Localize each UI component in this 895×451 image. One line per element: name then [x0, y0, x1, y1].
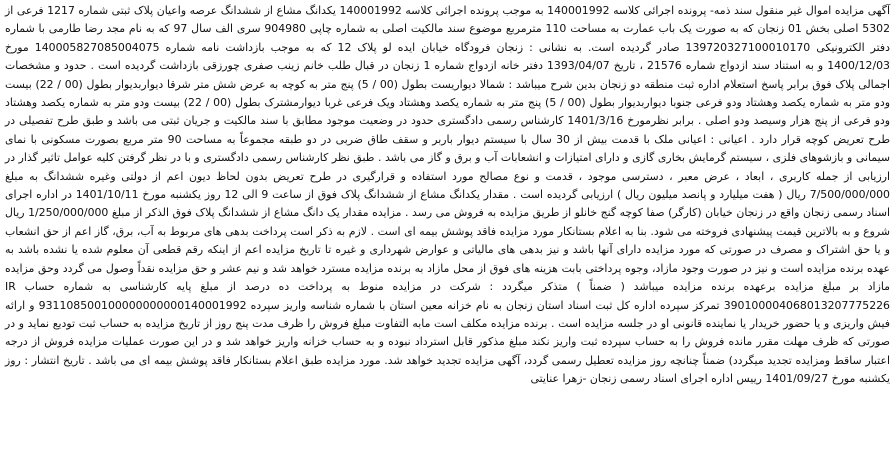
auction-notice-text: آگهی مزایده اموال غیر منقول سند ذمه- پرونده اجرائی کلاسه 140001992 به موجب پرونده اجرائی کلاسه 140001992 یکدانگ مشاع از ششدانگ عرصه واعیان پلاک ثبتی شماره 1217 فرعی از 5302 اصلی بخش 01 زنجان که به صورت یک باب عمارت به مساحت 110 مترمربع موضوع سند مالکیت اصلی به شماره چاپی 904980 سری الف سال 97 که به نام مجد رضا طارمی با شماره دفتر الکترونیکی 13972032710001017​0 صادر گردیده است. به نشانی : زنجان فرودگاه خیابان ایده لو پلاک 12 که به موجب بازداشت نامه شماره 140005827085004075 مورخ 1400/12/03 و به استناد سند ازدواج شماره 21576 ، تاریخ 1393/04/07 دفتر خانه ازدواج شماره 1 زنجان در قبال طلب خانم زینب صفری چورزقی بازداشت گردیده است . حدود و مشخصات اجمالی پلاک فوق برابر پاسخ استعلام اداره ثبت منطقه دو زنجان بدین شرح میباشد : شمالا دیواریست بطول (00 / 5) پنج متر به کوچه به عرض شش متر شرقا دیواربدیوار بطول (00 / 22) بیست ودو متر به شماره یکصد وهشتاد ودو فرعی جنوبا دیواربدیوار بطول (00 / 5) پنج متر به شماره یکصد وهشتاد ویک فرعی غربا دیوارمشترک بطول (00 / 22) بیست ودو متر به شماره یکصد وهشتاد ودو فرعی از پنج هزار وسیصد ودو اصلی . برابر نظرمورخ 1401/3/16 کارشناس رسمی دادگستری حدود در وضعیت موجود مطابق با سند مالکیت و جریان ثبتی می باشد و طبق طرح تفصیلی در طرح تعریض کوچه قرار دارد . اعیانی : اعیانی ملک با قدمت بیش از 30 سال با سیستم دیوار باربر و سقف طاق ضربی در دو طبقه مجموعاً به مساحت 90 متر مربع بصورت مسکونی با نمای سیمانی و بازشوهای فلزی ، سیستم گرمایش بخاری گازی و دارای امتیازات و انشعابات آب و برق و گاز می باشد . طبق نظر کارشناس رسمی دادگستری و با در نظر گرفتن کلیه عوامل تاثیر گذار در ارزیابی از جمله کاربری ، ابعاد ، عرض معبر ، دسترسی موجود ، قدمت و نوع مصالح مورد استفاده و قرارگیری در طرح تعریض بدون لحاظ دیون اعم از دولتی وغیره ششدانگ به مبلغ 7/500/000/000 ریال ( هفت میلیارد و پانصد میلیون ریال ) ارزیابی گردیده است . مقدار یکدانگ مشاع از ششدانگ پلاک فوق از ساعت 9 الی 12 روز یکشنبه مورخ 1401/10/11 در اداره اجرای اسناد رسمی زنجان واقع در زنجان خیابان (کارگر) صفا کوچه گنج خانلو از طریق مزایده به فروش می رسد . مزایده مقدار یک دانگ مشاع از ششدانگ پلاک فوق الذکر از مبلغ 1/250/000/000 ریال شروع و به بالاترین قیمت پیشنهادی فروخته می شود. بنا به اعلام بستانکار مورد مزایده فاقد پوشش بیمه ای است . لازم به ذکر است پرداخت بدهی های مربوط به آب، برق، گاز اعم از حق انشعاب و یا حق اشتراک و مصرف در صورتی که مورد مزایده دارای آنها باشد و نیز بدهی های مالیاتی و عوارض شهرداری و غیره تا تاریخ مزایده اعم از اینکه رقم قطعی آن معلوم شده یا نشده باشد به عهده برنده مزایده است و نیز در صورت وجود مازاد، وجوه پرداختی بابت هزینه های فوق از محل مازاد به برنده مزایده مسترد خواهد شد و نیم عشر و حق مزایده نقداً وصول می گردد وحق مزایده مازاد بر مبلغ مزایده برعهده برنده مزایده میباشد ( ضمناً ) متذکر میگردد : شرکت در مزایده منوط به پرداخت ده درصد از مبلغ پایه کارشناسی به شماره حساب IR 390100004068013207775226 تمرکز سپرده اداره کل ثبت اسناد استان زنجان به نام خزانه معین استان با شماره شناسه واریز سپرده 931108500100000000000140001992 و ارائه فیش واریزی و یا حضور خریدار یا نماینده قانونی او در جلسه مزایده است . برنده مزایده مکلف است مابه التفاوت مبلغ فروش را ظرف مدت پنج روز از تاریخ مزایده به حساب ثبت تودیع نماید و در صورتی که ظرف مهلت مقرر مانده فروش را به حساب سپرده ثبت واریز نکند مبلغ مذکور قابل استرداد نبوده و به حساب خزانه واریز خواهد شد و در این صورت عملیات مزایده فروش از درجه اعتبار ساقط ومزایده تجدید میگردد) ضمناً چنانچه روز مزایده تعطیل رسمی گردد، آگهی مزایده تجدید خواهد شد. مورد مزایده طبق اعلام بستانکار فاقد پوشش بیمه ای می باشد . تاریخ انتشار : روز یکشنبه مورخ 1401/09/27 رییس اداره اجرای اسناد رسمی زنجان -زهرا عنایتی [0, 0, 895, 451]
